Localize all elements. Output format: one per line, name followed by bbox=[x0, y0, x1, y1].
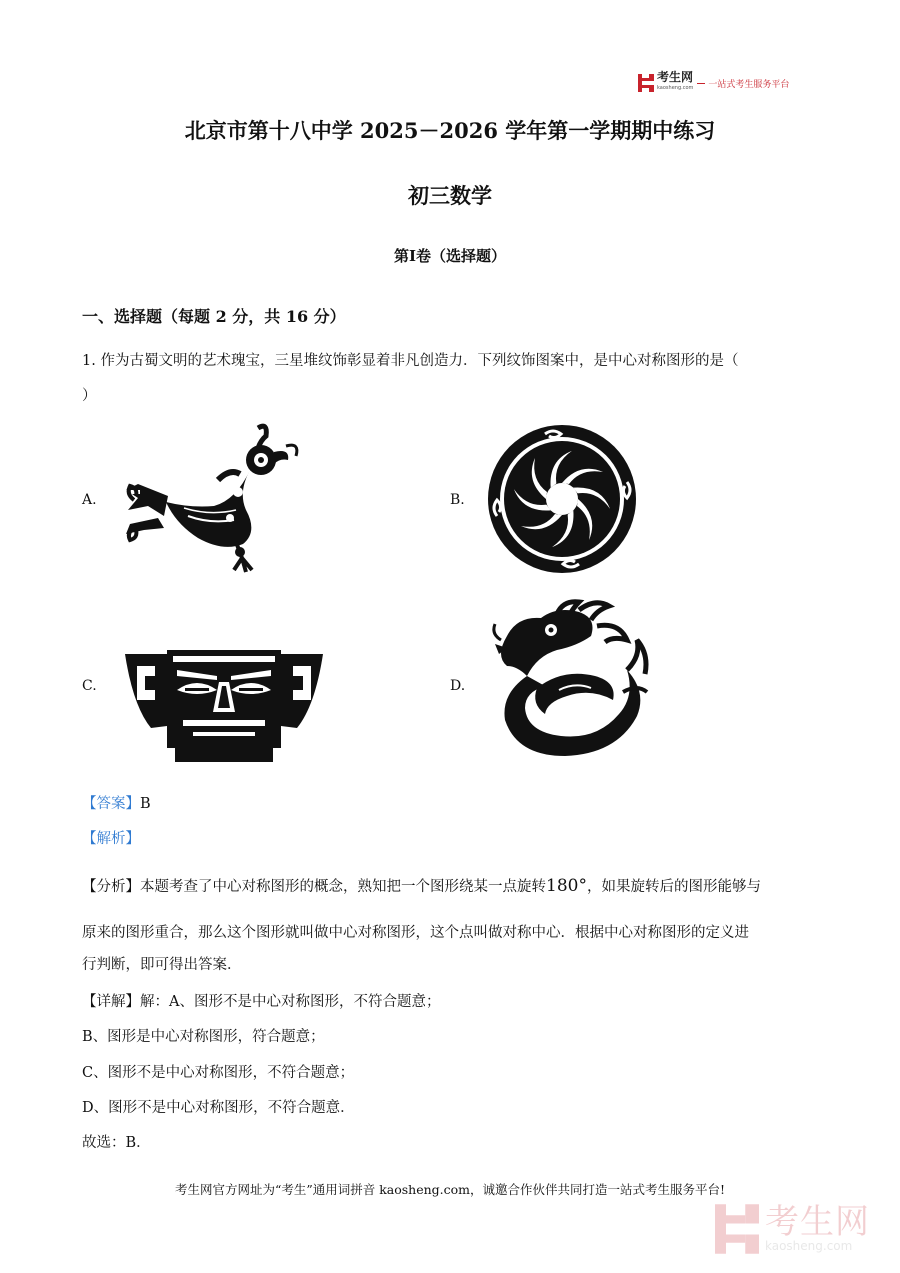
option-c-label: C. bbox=[82, 678, 97, 694]
detail-line-a: 【详解】解：A、图形不是中心对称图形，不符合题意； bbox=[82, 994, 441, 1010]
detail-tag: 【详解】 bbox=[82, 994, 140, 1010]
detail-line-c: C、图形不是中心对称图形，不符合题意； bbox=[82, 1065, 355, 1081]
volume-heading: 第I卷（选择题） bbox=[393, 247, 507, 265]
answer-tag: 【答案】 bbox=[82, 796, 140, 812]
mask-pattern-icon bbox=[123, 646, 325, 764]
fenxi-line-1: 【分析】本题考查了中心对称图形的概念，熟知把一个图形绕某一点旋转180°，如果旋转后的图形能够与 bbox=[82, 876, 761, 896]
bird-pattern-icon bbox=[118, 420, 303, 575]
logo-slogan: 一站式考生服务平台 bbox=[708, 79, 790, 90]
answer-line bbox=[82, 793, 822, 815]
ring-pattern-icon bbox=[485, 422, 640, 577]
question-1-text-cont: ） bbox=[82, 388, 97, 404]
page-title: 北京市第十八中学 2025－2026 学年第一学期期中练习 bbox=[184, 118, 716, 143]
watermark: 考生网 kaosheng.com bbox=[715, 1200, 885, 1258]
logo-text: 考生网 kaosheng.com bbox=[657, 70, 694, 91]
header-logo bbox=[638, 72, 808, 94]
detail-line-b: B、图形是中心对称图形，符合题意； bbox=[82, 1029, 325, 1045]
watermark-logo-icon bbox=[715, 1203, 759, 1255]
fenxi-line-2: 原来的图形重合，那么这个图形就叫做中心对称图形，这个点叫做对称中心．根据中心对称图形的定义进 bbox=[82, 925, 749, 941]
choose-line: 故选：B． bbox=[82, 1135, 151, 1151]
section-heading: 一、选择题（每题 2 分，共 16 分） bbox=[82, 307, 346, 326]
analysis-tag: 【解析】 bbox=[82, 831, 140, 847]
page-footer: 考生网官方网址为“考生”通用词拼音 kaosheng.com，诚邀合作伙伴共同打造一站式考生服务平台! bbox=[174, 1182, 726, 1197]
dragon-pattern-icon bbox=[487, 596, 653, 760]
kaosheng-logo-icon bbox=[638, 74, 654, 92]
answer-value: B bbox=[140, 796, 151, 812]
page-subtitle: 初三数学 bbox=[408, 183, 492, 208]
degree-value: 180° bbox=[546, 876, 587, 896]
question-1-text: 1. 作为古蜀文明的艺术瑰宝，三星堆纹饰彰显着非凡创造力．下列纹饰图案中，是中心对称图形的是（ bbox=[82, 353, 739, 369]
option-d-label: D. bbox=[450, 678, 466, 694]
option-a-label: A. bbox=[82, 492, 97, 508]
option-b-label: B. bbox=[450, 492, 465, 508]
fenxi-tag: 【分析】 bbox=[82, 879, 140, 895]
detail-line-d: D、图形不是中心对称图形，不符合题意． bbox=[82, 1100, 355, 1116]
fenxi-line-3: 行判断，即可得出答案． bbox=[82, 957, 242, 973]
